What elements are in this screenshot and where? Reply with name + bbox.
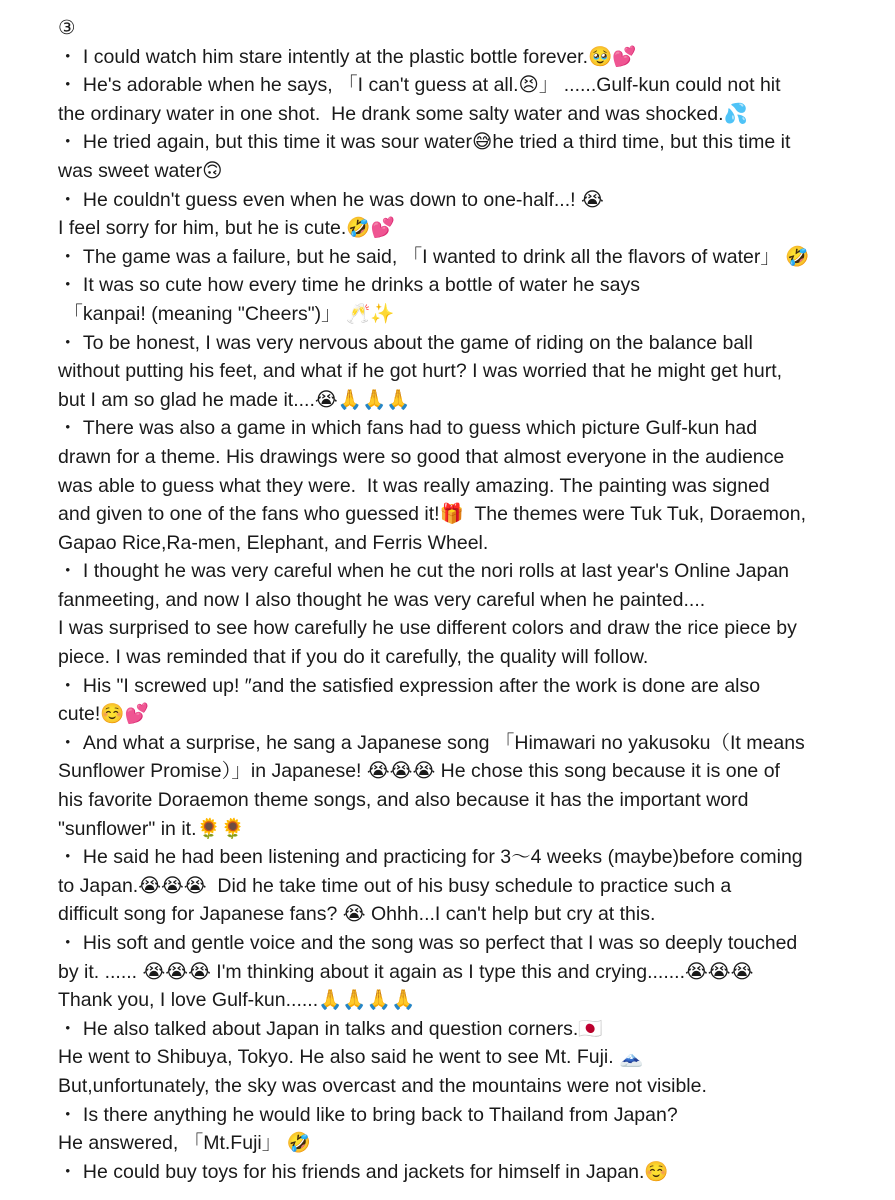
note-line: Gapao Rice,Ra-men, Elephant, and Ferris Wheel.: [58, 531, 489, 554]
note-line: difficult song for Japanese fans? 😭 Ohhh...I can't help but cry at this.: [58, 903, 656, 926]
note-line: drawn for a theme. His drawings were so good that almost everyone in the audience: [58, 445, 785, 468]
note-line: cute!☺️💕: [58, 703, 149, 726]
note-line: ・ His soft and gentle voice and the song was so perfect that I was so deeply touched: [58, 932, 798, 954]
note-line: ・ He tried again, but this time it was sour water😅he tried a third time, but this time it: [58, 131, 791, 154]
note-line: But,unfortunately, the sky was overcast and the mountains were not visible.: [58, 1074, 707, 1097]
note-line: piece. I was reminded that if you do it carefully, the quality will follow.: [58, 646, 649, 669]
note-line: his favorite Doraemon theme songs, and also because it has the important word: [58, 789, 749, 812]
note-line: fanmeeting, and now I also thought he was very careful when he painted....: [58, 588, 706, 611]
note-line: ・ He couldn't guess even when he was down to one-half...! 😭: [58, 188, 604, 211]
note-line: ・ I thought he was very careful when he cut the nori rolls at last year's Online Japan: [58, 560, 790, 583]
note-line: ・ Is there anything he would like to bring back to Thailand from Japan?: [58, 1103, 678, 1126]
note-line: He went to Shibuya, Tokyo. He also said he went to see Mt. Fuji. 🗻: [58, 1046, 644, 1069]
note-line: the ordinary water in one shot. He drank some salty water and was shocked.💦: [58, 102, 748, 125]
note-line: "sunflower" in it.🌻🌻: [58, 817, 246, 840]
note-line: ・ He could buy toys for his friends and jackets for himself in Japan.☺️: [58, 1160, 669, 1183]
note-line: I was surprised to see how carefully he use different colors and draw the rice piece by: [58, 617, 797, 640]
note-line: 「kanpai! (meaning "Cheers")」 🥂✨: [58, 302, 395, 325]
note-line: without putting his feet, and what if he got hurt? I was worried that he might get hurt,: [58, 360, 783, 383]
note-line: Thank you, I love Gulf-kun......🙏🙏🙏🙏: [58, 989, 416, 1012]
note-line: ・ It was so cute how every time he drinks a bottle of water he says: [58, 274, 641, 297]
note-line: and given to one of the fans who guessed it!🎁 The themes were Tuk Tuk, Doraemon,: [58, 503, 807, 526]
note-line: by it. ...... 😭😭😭 I'm thinking about it again as I type this and crying.......😭😭😭: [58, 960, 754, 983]
note-line: ・ He also talked about Japan in talks and question corners.🇯🇵: [58, 1017, 603, 1040]
note-line: ・ He's adorable when he says, 「I can't guess at all.😣」 ......Gulf-kun could not hit: [58, 74, 781, 97]
note-line: was sweet water🙃: [58, 159, 223, 182]
note-line: ・ His "I screwed up! ″and the satisfied expression after the work is done are also: [58, 674, 761, 697]
note-line: ・ I could watch him stare intently at the plastic bottle forever.🥹💕: [58, 45, 637, 68]
note-line: to Japan.😭😭😭 Did he take time out of his busy schedule to practice such a: [58, 874, 732, 897]
section-number: ③: [58, 17, 76, 39]
note-line: He answered, 「Mt.Fuji」 🤣: [58, 1132, 311, 1155]
note-line: Sunflower Promise）」in Japanese! 😭😭😭 He chose this song because it is one of: [58, 760, 780, 783]
note-body: [58, 14, 848, 1186]
note-line: ・ The game was a failure, but he said, 「I wanted to drink all the flavors of water」 🤣: [58, 245, 810, 268]
note-line: but I am so glad he made it....😭🙏🙏🙏: [58, 388, 411, 411]
note-line: was able to guess what they were. It was really amazing. The painting was signed: [58, 474, 770, 497]
note-line: ・ There was also a game in which fans had to guess which picture Gulf-kun had: [58, 417, 758, 440]
note-line: I feel sorry for him, but he is cute.🤣💕: [58, 217, 395, 240]
note-line: ・ To be honest, I was very nervous about the game of riding on the balance ball: [58, 331, 753, 354]
note-line: ・ He said he had been listening and practicing for 3〜4 weeks (maybe)before coming: [58, 846, 803, 869]
note-line: ・ And what a surprise, he sang a Japanese song 「Himawari no yakusoku（It means: [58, 731, 805, 754]
